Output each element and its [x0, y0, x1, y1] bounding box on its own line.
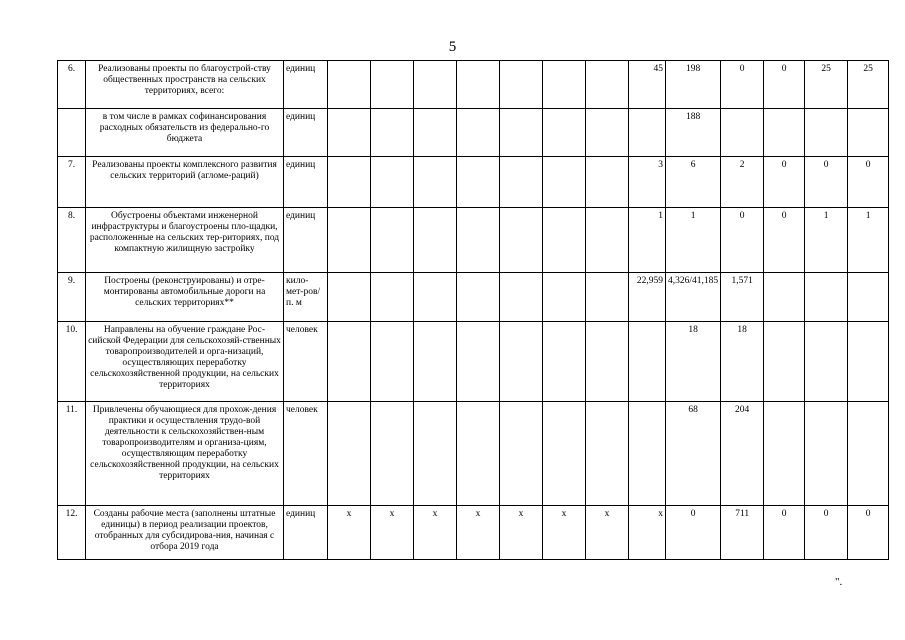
- value-cell: [543, 61, 586, 109]
- value-cell: [500, 322, 543, 402]
- value-cell: [764, 273, 805, 322]
- table-body: [58, 61, 889, 560]
- value-cell: 1: [666, 208, 721, 273]
- row-number-cell: 8.: [58, 208, 86, 273]
- row-number-cell: 9.: [58, 273, 86, 322]
- value-cell: [543, 273, 586, 322]
- indicator-name-cell: в том числе в рамках софинансирования расходных обязательств из федерально-го бюджета: [86, 109, 284, 157]
- row-number-cell: 10.: [58, 322, 86, 402]
- table-row: [58, 61, 889, 109]
- value-cell: 0: [848, 506, 889, 560]
- value-cell: x: [629, 506, 666, 560]
- value-cell: [500, 273, 543, 322]
- table-row: [58, 157, 889, 208]
- value-cell: 1: [848, 208, 889, 273]
- value-cell: 18: [666, 322, 721, 402]
- indicator-name-cell: Реализованы проекты комплексного развития сельских территорий (агломе-раций): [86, 157, 284, 208]
- indicator-name-cell: Построены (реконструированы) и отре-монтированы автомобильные дороги на сельских территориях**: [86, 273, 284, 322]
- value-cell: 0: [764, 61, 805, 109]
- indicator-name-cell: Обустроены объектами инженерной инфраструктуры и благоустроены пло-щадки, расположенные на сельских тер-риториях, под компактную жилищную застройку: [86, 208, 284, 273]
- row-number-cell: 12.: [58, 506, 86, 560]
- value-cell: [414, 322, 457, 402]
- row-number-cell: 7.: [58, 157, 86, 208]
- value-cell: [457, 322, 500, 402]
- value-cell: [414, 109, 457, 157]
- value-cell: [848, 273, 889, 322]
- value-cell: [848, 402, 889, 506]
- value-cell: [500, 61, 543, 109]
- value-cell: [543, 402, 586, 506]
- value-cell: [414, 157, 457, 208]
- row-number-cell: [58, 109, 86, 157]
- indicator-name-cell: Направлены на обучение граждане Рос-сийской Федерации для сельскохозяй-ственных товаропроизводителей и орга-низаций, осуществляющих переработку сельскохозяйственной продукции, на сельских территориях: [86, 322, 284, 402]
- table-row: [58, 506, 889, 560]
- value-cell: [586, 402, 629, 506]
- value-cell: [457, 208, 500, 273]
- value-cell: [371, 402, 414, 506]
- value-cell: x: [500, 506, 543, 560]
- unit-cell: человек: [284, 402, 328, 506]
- row-number-cell: 6.: [58, 61, 86, 109]
- value-cell: 0: [805, 157, 848, 208]
- value-cell: [500, 208, 543, 273]
- value-cell: [586, 273, 629, 322]
- value-cell: x: [371, 506, 414, 560]
- value-cell: 0: [848, 157, 889, 208]
- value-cell: [586, 61, 629, 109]
- value-cell: [586, 322, 629, 402]
- value-cell: x: [543, 506, 586, 560]
- value-cell: 0: [721, 61, 764, 109]
- value-cell: [414, 208, 457, 273]
- value-cell: [457, 402, 500, 506]
- value-cell: [371, 157, 414, 208]
- value-cell: [371, 208, 414, 273]
- value-cell: [328, 61, 371, 109]
- table-row: [58, 109, 889, 157]
- table-row: [58, 208, 889, 273]
- value-cell: 25: [805, 61, 848, 109]
- value-cell: [414, 61, 457, 109]
- indicator-name-cell: Реализованы проекты по благоустрой-ству общественных пространств на сельских территориях, всего:: [86, 61, 284, 109]
- value-cell: 0: [764, 506, 805, 560]
- value-cell: [328, 322, 371, 402]
- value-cell: [371, 109, 414, 157]
- page-number: 5: [448, 39, 457, 55]
- value-cell: [328, 109, 371, 157]
- value-cell: [500, 402, 543, 506]
- value-cell: 188: [666, 109, 721, 157]
- value-cell: 711: [721, 506, 764, 560]
- unit-cell: единиц: [284, 506, 328, 560]
- value-cell: [371, 273, 414, 322]
- value-cell: 45: [629, 61, 666, 109]
- value-cell: 6: [666, 157, 721, 208]
- table-row: [58, 322, 889, 402]
- value-cell: 0: [764, 208, 805, 273]
- value-cell: [629, 322, 666, 402]
- row-number-cell: 11.: [58, 402, 86, 506]
- value-cell: 0: [721, 208, 764, 273]
- value-cell: [764, 322, 805, 402]
- value-cell: [543, 157, 586, 208]
- unit-cell: единиц: [284, 109, 328, 157]
- value-cell: [848, 322, 889, 402]
- value-cell: 0: [764, 157, 805, 208]
- value-cell: [371, 322, 414, 402]
- end-quote-mark: ".: [835, 576, 843, 588]
- value-cell: [328, 157, 371, 208]
- value-cell: [543, 322, 586, 402]
- value-cell: x: [586, 506, 629, 560]
- indicator-name-cell: Созданы рабочие места (заполнены штатные единицы) в период реализации проектов, отобранных для субсидирова-ния, начиная с отбора 2019 года: [86, 506, 284, 560]
- value-cell: [805, 109, 848, 157]
- value-cell: [457, 273, 500, 322]
- value-cell: [414, 402, 457, 506]
- value-cell: 1: [629, 208, 666, 273]
- value-cell: x: [414, 506, 457, 560]
- value-cell: [328, 402, 371, 506]
- value-cell: [457, 157, 500, 208]
- value-cell: 22,959: [629, 273, 666, 322]
- value-cell: [805, 273, 848, 322]
- value-cell: [805, 402, 848, 506]
- value-cell: [586, 208, 629, 273]
- value-cell: [629, 109, 666, 157]
- value-cell: [500, 157, 543, 208]
- indicators-table: [57, 60, 889, 560]
- value-cell: x: [328, 506, 371, 560]
- value-cell: [500, 109, 543, 157]
- value-cell: 2: [721, 157, 764, 208]
- unit-cell: единиц: [284, 157, 328, 208]
- table-row: [58, 402, 889, 506]
- value-cell: 3: [629, 157, 666, 208]
- unit-cell: человек: [284, 322, 328, 402]
- value-cell: [543, 109, 586, 157]
- value-cell: 25: [848, 61, 889, 109]
- value-cell: 1: [805, 208, 848, 273]
- value-cell: [848, 109, 889, 157]
- value-cell: 18: [721, 322, 764, 402]
- value-cell: 0: [805, 506, 848, 560]
- value-cell: [764, 109, 805, 157]
- unit-cell: единиц: [284, 208, 328, 273]
- unit-cell: единиц: [284, 61, 328, 109]
- value-cell: [328, 273, 371, 322]
- value-cell: x: [457, 506, 500, 560]
- value-cell: [805, 322, 848, 402]
- value-cell: [371, 61, 414, 109]
- indicator-name-cell: Привлечены обучающиеся для прохож-дения практики и осуществления трудо-вой деятельности к сельскохозяйствен-ным товаропроизводителям и организа-циям, осуществляющим переработку сельскохозяйственной продукции, на сельских территориях: [86, 402, 284, 506]
- value-cell: 1,571: [721, 273, 764, 322]
- value-cell: [721, 109, 764, 157]
- value-cell: 204: [721, 402, 764, 506]
- value-cell: [543, 208, 586, 273]
- value-cell: [586, 157, 629, 208]
- value-cell: [457, 109, 500, 157]
- value-cell: 0: [666, 506, 721, 560]
- value-cell: [414, 273, 457, 322]
- value-cell: [764, 402, 805, 506]
- unit-cell: кило-мет-ров/п. м: [284, 273, 328, 322]
- value-cell: [586, 109, 629, 157]
- value-cell: 198: [666, 61, 721, 109]
- table-row: [58, 273, 889, 322]
- value-cell: 68: [666, 402, 721, 506]
- value-cell: [629, 402, 666, 506]
- value-cell: [328, 208, 371, 273]
- value-cell: 4,326/41,185: [666, 273, 721, 322]
- value-cell: [457, 61, 500, 109]
